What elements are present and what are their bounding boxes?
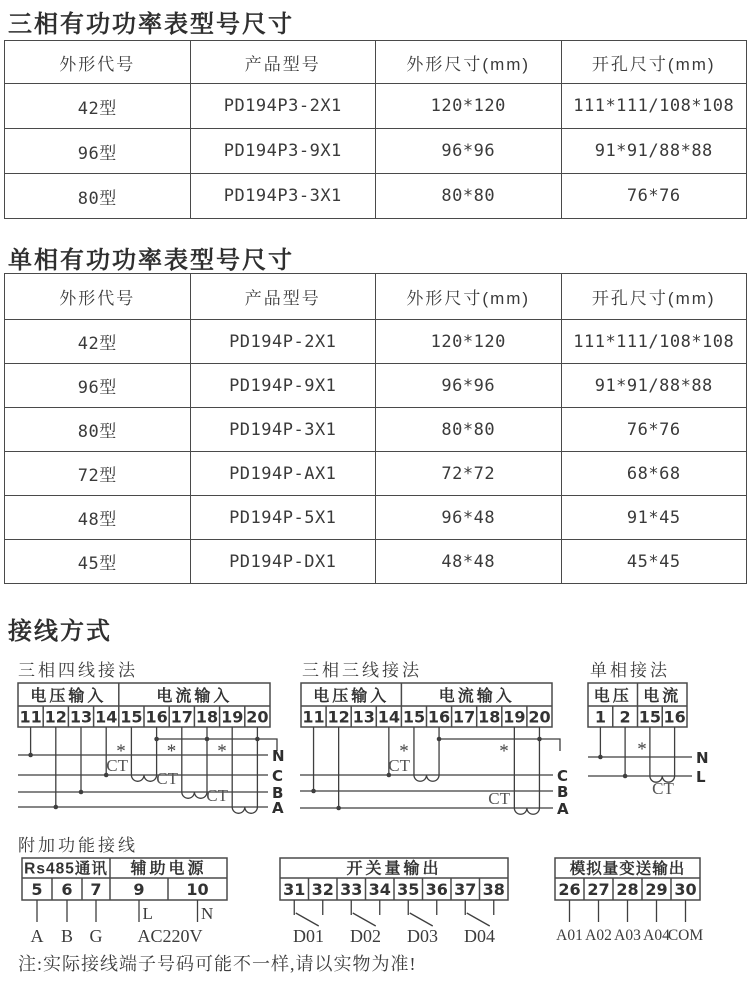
table-row [5, 364, 747, 408]
wires-3p4w [18, 727, 285, 817]
cell-cutout: 91*91/88*88 [561, 129, 747, 174]
table-header-row [5, 41, 747, 84]
terminal-18: 18 [478, 707, 501, 727]
terminal-17: 17 [453, 707, 476, 727]
cell-cutout: 45*45 [561, 540, 747, 584]
rs485-power-block [22, 858, 227, 946]
terminal-11: 11 [302, 707, 325, 727]
col-header-size: 外形尺寸(mm) [376, 41, 562, 84]
ct-coil [514, 808, 539, 814]
cell-code: 96型 [5, 129, 191, 174]
terminal-30: 30 [674, 880, 697, 899]
diagram-3p4w [18, 683, 285, 817]
cell-size: 96*48 [376, 496, 562, 540]
cell-cutout: 111*111/108*108 [561, 320, 747, 364]
cell-cutout: 76*76 [561, 408, 747, 452]
terminal-7: 7 [90, 880, 102, 899]
ao4-label: A04 [643, 927, 670, 944]
ct-label: CT [488, 789, 510, 808]
digital-output-block [280, 858, 508, 946]
cell-model: PD194P3-2X1 [190, 84, 376, 129]
wires-3p3w [300, 727, 569, 818]
terminal-37: 37 [454, 880, 477, 899]
aux-wiring-label: 附加功能接线 [18, 836, 138, 855]
cell-size: 80*80 [376, 408, 562, 452]
wires-1p [588, 727, 709, 798]
table-row [5, 129, 747, 174]
cell-cutout: 111*111/108*108 [561, 84, 747, 129]
analog-output-block [555, 858, 703, 944]
cell-cutout: 91*91/88*88 [561, 364, 747, 408]
cell-cutout: 91*45 [561, 496, 747, 540]
terminal-17: 17 [170, 707, 193, 727]
ac220v-label: AC220V [137, 926, 203, 946]
diagram-3p3w [300, 683, 569, 818]
terminal-27: 27 [587, 880, 610, 899]
polarity-asterisk: * [499, 741, 509, 762]
footer-note: 注:实际接线端子号码可能不一样,请以实物为准! [18, 954, 417, 974]
diagram-1p-label: 单相接法 [590, 661, 670, 680]
col-header-size: 外形尺寸(mm) [376, 274, 562, 320]
cell-code: 42型 [5, 320, 191, 364]
cell-code: 80型 [5, 408, 191, 452]
table-row [5, 320, 747, 364]
terminal-36: 36 [425, 880, 448, 899]
terminal-20: 20 [528, 707, 551, 727]
wiring-section-title: 接线方式 [8, 618, 112, 645]
phase-label-n: N [272, 747, 285, 765]
terminal-5: 5 [31, 880, 43, 899]
voltage-header: 电压 [593, 688, 632, 705]
cell-code: 72型 [5, 452, 191, 496]
terminal-15: 15 [120, 707, 143, 727]
terminal-13: 13 [352, 707, 375, 727]
terminal-15: 15 [402, 707, 426, 727]
col-header-code: 外形代号 [5, 274, 191, 320]
terminal-13: 13 [69, 707, 93, 727]
ct-label: CT [156, 769, 178, 788]
terminal-16: 16 [145, 707, 168, 727]
terminal-1: 1 [594, 707, 606, 727]
polarity-asterisk: * [166, 741, 177, 762]
table-header-row [5, 274, 747, 320]
cell-code: 42型 [5, 84, 191, 129]
cell-code: 80型 [5, 174, 191, 219]
voltage-input-header: 电压输入 [30, 688, 107, 705]
terminal-14: 14 [95, 707, 118, 727]
rs485-b-label: B [60, 926, 74, 946]
cell-cutout: 76*76 [561, 174, 747, 219]
terminal-20: 20 [246, 707, 269, 727]
current-input-header: 电流输入 [438, 688, 515, 705]
rs485-g-label: G [89, 926, 103, 946]
do3-label: D03 [407, 926, 438, 946]
cell-size: 80*80 [376, 174, 562, 219]
cell-size: 120*120 [376, 84, 562, 129]
polarity-asterisk: * [217, 741, 227, 762]
ct-label: CT [206, 786, 228, 805]
polarity-asterisk: * [399, 741, 409, 762]
col-header-cutout: 开孔尺寸(mm) [561, 274, 747, 320]
diagram-1p [588, 683, 709, 798]
terminal-29: 29 [645, 880, 668, 899]
terminal-12: 12 [44, 707, 67, 727]
terminal-9: 9 [133, 880, 145, 899]
ao3-label: A03 [614, 927, 641, 944]
cell-model: PD194P-5X1 [190, 496, 376, 540]
terminal-10: 10 [186, 880, 209, 899]
cell-size: 96*96 [376, 364, 562, 408]
terminal-16: 16 [427, 707, 451, 727]
cell-model: PD194P-AX1 [190, 452, 376, 496]
phase-label-c: C [272, 767, 284, 785]
cell-size: 120*120 [376, 320, 562, 364]
ct-coil [131, 775, 156, 781]
do1-label: D01 [293, 926, 324, 946]
terminal-19: 19 [221, 707, 244, 727]
ct-label: CT [652, 779, 674, 798]
terminal-12: 12 [327, 707, 350, 727]
ao1-label: A01 [556, 927, 583, 944]
diagram-3p4w-label: 三相四线接法 [18, 661, 138, 680]
polarity-asterisk: * [637, 739, 647, 760]
polarity-asterisk: * [116, 741, 126, 762]
ao2-label: A02 [585, 927, 612, 944]
three-phase-spec-table [4, 40, 747, 219]
cell-code: 96型 [5, 364, 191, 408]
terminal-block-1p [588, 683, 687, 727]
relay-contact-symbols [294, 900, 494, 926]
terminal-32: 32 [311, 880, 334, 899]
rs485-header: Rs485通讯 [24, 860, 108, 878]
ct-coil [182, 792, 207, 798]
ct-label: CT [388, 756, 410, 775]
terminal-11: 11 [19, 707, 42, 727]
aux-power-header: 辅助电源 [130, 860, 207, 878]
neutral-label: N [201, 904, 214, 923]
live-label: L [142, 904, 153, 923]
col-header-model: 产品型号 [190, 41, 376, 84]
col-header-model: 产品型号 [190, 274, 376, 320]
single-phase-table-title: 单相有功功率表型号尺寸 [8, 247, 294, 274]
terminal-34: 34 [368, 880, 391, 899]
terminal-15: 15 [638, 707, 662, 727]
phase-label-c: C [557, 767, 569, 785]
cell-model: PD194P-9X1 [190, 364, 376, 408]
table-row [5, 496, 747, 540]
terminal-block-3p3w [301, 683, 552, 727]
phase-label-b: B [557, 783, 569, 801]
table-row [5, 84, 747, 129]
digital-output-header: 开关量输出 [346, 860, 442, 878]
table-row [5, 540, 747, 584]
terminal-16: 16 [663, 707, 686, 727]
terminal-19: 19 [503, 707, 526, 727]
cell-cutout: 68*68 [561, 452, 747, 496]
diagram-3p3w-label: 三相三线接法 [302, 661, 422, 680]
terminal-35: 35 [397, 880, 420, 899]
terminal-38: 38 [482, 880, 505, 899]
do2-label: D02 [350, 926, 381, 946]
cell-model: PD194P-DX1 [190, 540, 376, 584]
cell-size: 72*72 [376, 452, 562, 496]
com-label: COM [667, 927, 704, 944]
terminal-31: 31 [283, 880, 306, 899]
ct-coil [414, 775, 439, 781]
single-phase-spec-table [4, 273, 747, 584]
cell-model: PD194P3-9X1 [190, 129, 376, 174]
voltage-input-header: 电压输入 [313, 688, 390, 705]
do4-label: D04 [464, 926, 495, 946]
phase-label-b: B [272, 784, 284, 802]
ct-coil [232, 807, 257, 813]
terminal-18: 18 [195, 707, 219, 727]
terminal-28: 28 [616, 880, 639, 899]
cell-code: 45型 [5, 540, 191, 584]
cell-size: 48*48 [376, 540, 562, 584]
cell-model: PD194P3-3X1 [190, 174, 376, 219]
phase-label-l: L [696, 768, 706, 786]
cell-model: PD194P-3X1 [190, 408, 376, 452]
cell-size: 96*96 [376, 129, 562, 174]
cell-code: 48型 [5, 496, 191, 540]
terminal-6: 6 [61, 880, 73, 899]
aux-wiring-diagrams [0, 855, 750, 950]
table-row [5, 408, 747, 452]
phase-label-a: A [272, 799, 284, 817]
terminal-2: 2 [619, 707, 631, 727]
current-input-header: 电流输入 [156, 688, 233, 705]
three-phase-table-title: 三相有功功率表型号尺寸 [8, 11, 294, 38]
table-row [5, 174, 747, 219]
wiring-diagrams [0, 680, 750, 832]
analog-output-header: 模拟量变送输出 [569, 860, 686, 878]
cell-model: PD194P-2X1 [190, 320, 376, 364]
terminal-33: 33 [340, 880, 363, 899]
terminal-14: 14 [377, 707, 400, 727]
phase-label-a: A [557, 800, 569, 818]
table-row [5, 452, 747, 496]
col-header-cutout: 开孔尺寸(mm) [561, 41, 747, 84]
rs485-a-label: A [30, 926, 44, 946]
current-header: 电流 [643, 688, 682, 705]
col-header-code: 外形代号 [5, 41, 191, 84]
phase-label-n: N [696, 749, 709, 767]
terminal-26: 26 [558, 880, 581, 899]
terminal-block-3p4w [18, 683, 270, 727]
ct-label: CT [106, 756, 128, 775]
